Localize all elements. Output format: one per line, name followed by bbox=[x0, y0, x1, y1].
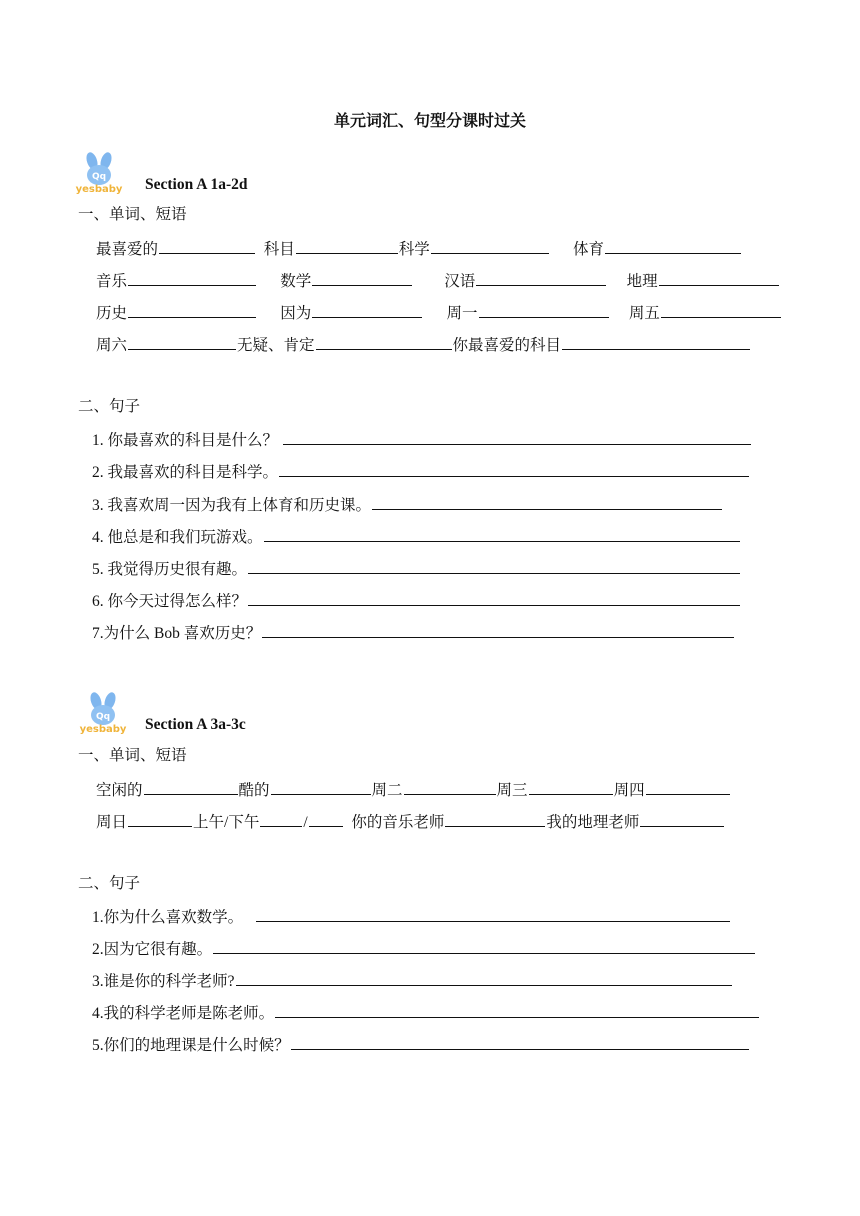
answer-blank[interactable] bbox=[283, 429, 751, 445]
sentence-item bbox=[92, 906, 731, 928]
vocab-row bbox=[96, 270, 780, 292]
vocab-row bbox=[96, 811, 725, 833]
answer-blank[interactable] bbox=[605, 238, 741, 254]
answer-blank[interactable] bbox=[256, 906, 730, 922]
sentence-item bbox=[92, 494, 723, 516]
sentence-prompt: 3.谁是你的科学老师? bbox=[92, 973, 235, 990]
bunny-logo-icon bbox=[72, 692, 134, 734]
answer-blank[interactable] bbox=[640, 811, 724, 827]
section-2-sentence-heading: 二、句子 bbox=[78, 875, 141, 892]
sentence-prompt: 7.为什么 Bob 喜欢历史？ bbox=[92, 625, 262, 642]
section-1-sentence-heading: 二、句子 bbox=[78, 398, 141, 415]
answer-blank[interactable] bbox=[128, 334, 236, 350]
answer-blank[interactable] bbox=[275, 1002, 759, 1018]
sentence-item bbox=[92, 1034, 750, 1056]
vocab-row bbox=[96, 334, 751, 356]
page-title: 单元词汇、句型分课时过关 bbox=[333, 113, 526, 130]
section-2-vocab-heading: 一、单词、短语 bbox=[78, 747, 187, 764]
section-1-title: Section A 1a-2d bbox=[145, 176, 248, 193]
answer-blank[interactable] bbox=[309, 811, 343, 827]
answer-blank[interactable] bbox=[248, 590, 740, 606]
answer-blank[interactable] bbox=[661, 302, 781, 318]
sentence-prompt: 2. 我最喜欢的科目是科学。 bbox=[92, 464, 279, 481]
vocab-label: 最喜爱的 bbox=[96, 241, 159, 258]
answer-blank[interactable] bbox=[262, 622, 734, 638]
sentence-prompt: 5. 我觉得历史很有趣。 bbox=[92, 561, 248, 578]
vocab-label: 汉语 bbox=[444, 273, 476, 290]
answer-blank[interactable] bbox=[476, 270, 606, 286]
vocab-label: 周一 bbox=[446, 305, 478, 322]
sentence-item bbox=[92, 622, 735, 644]
sentence-item bbox=[92, 938, 756, 960]
answer-blank[interactable] bbox=[562, 334, 750, 350]
answer-blank[interactable] bbox=[431, 238, 549, 254]
answer-blank[interactable] bbox=[659, 270, 779, 286]
vocab-label: 上午/下午 bbox=[193, 814, 260, 831]
vocab-label: 音乐 bbox=[96, 273, 128, 290]
answer-blank[interactable] bbox=[445, 811, 545, 827]
sentence-prompt: 3. 我喜欢周一因为我有上体育和历史课。 bbox=[92, 497, 372, 514]
vocab-row bbox=[96, 779, 731, 801]
vocab-label: 体育 bbox=[573, 241, 605, 258]
sentence-item bbox=[92, 590, 741, 612]
vocab-row bbox=[96, 302, 782, 324]
svg-text:Qq: Qq bbox=[95, 712, 111, 722]
slash-separator: / bbox=[303, 814, 308, 831]
vocab-label: 周二 bbox=[371, 782, 403, 799]
vocab-row bbox=[96, 238, 742, 260]
vocab-label: 周五 bbox=[628, 305, 660, 322]
logo-text: yesbaby bbox=[79, 724, 127, 734]
section-1-vocab-heading: 一、单词、短语 bbox=[78, 206, 187, 223]
vocab-label: 数学 bbox=[280, 273, 312, 290]
yesbaby-logo bbox=[72, 692, 134, 739]
vocab-label: 我的地理老师 bbox=[546, 814, 640, 831]
answer-blank[interactable] bbox=[316, 334, 452, 350]
sentence-prompt: 4. 他总是和我们玩游戏。 bbox=[92, 529, 263, 546]
sentence-prompt: 6. 你今天过得怎么样？ bbox=[92, 593, 248, 610]
sentence-item bbox=[92, 558, 741, 580]
vocab-label: 因为 bbox=[280, 305, 312, 322]
yesbaby-logo bbox=[68, 152, 130, 199]
answer-blank[interactable] bbox=[312, 302, 422, 318]
vocab-label: 你最喜爱的科目 bbox=[452, 337, 562, 354]
answer-blank[interactable] bbox=[128, 302, 256, 318]
vocab-label: 空闲的 bbox=[96, 782, 143, 799]
vocab-label: 周六 bbox=[96, 337, 128, 354]
answer-blank[interactable] bbox=[279, 461, 749, 477]
vocab-label: 历史 bbox=[96, 305, 128, 322]
answer-blank[interactable] bbox=[312, 270, 412, 286]
vocab-label: 你的音乐老师 bbox=[351, 814, 445, 831]
vocab-label: 周日 bbox=[96, 814, 128, 831]
sentence-item bbox=[92, 526, 741, 548]
answer-blank[interactable] bbox=[144, 779, 238, 795]
answer-blank[interactable] bbox=[271, 779, 371, 795]
answer-blank[interactable] bbox=[296, 238, 398, 254]
svg-text:Qq: Qq bbox=[91, 172, 107, 182]
sentence-prompt: 2.因为它很有趣。 bbox=[92, 941, 213, 958]
answer-blank[interactable] bbox=[264, 526, 740, 542]
sentence-item bbox=[92, 461, 750, 483]
bunny-logo-icon bbox=[68, 152, 130, 194]
sentence-item bbox=[92, 429, 752, 451]
answer-blank[interactable] bbox=[248, 558, 740, 574]
vocab-label: 科目 bbox=[263, 241, 295, 258]
vocab-label: 酷的 bbox=[238, 782, 270, 799]
sentence-item bbox=[92, 1002, 760, 1024]
answer-blank[interactable] bbox=[529, 779, 613, 795]
sentence-prompt: 4.我的科学老师是陈老师。 bbox=[92, 1005, 275, 1022]
answer-blank[interactable] bbox=[479, 302, 609, 318]
sentence-prompt: 1. 你最喜欢的科目是什么？ bbox=[92, 432, 279, 449]
answer-blank[interactable] bbox=[404, 779, 496, 795]
vocab-label: 周三 bbox=[496, 782, 528, 799]
vocab-label: 科学 bbox=[398, 241, 430, 258]
vocab-label: 无疑、肯定 bbox=[237, 337, 315, 354]
sentence-item bbox=[92, 970, 733, 992]
answer-blank[interactable] bbox=[646, 779, 730, 795]
answer-blank[interactable] bbox=[260, 811, 302, 827]
section-2-title: Section A 3a-3c bbox=[145, 716, 246, 733]
sentence-prompt: 5.你们的地理课是什么时候？ bbox=[92, 1037, 290, 1054]
answer-blank[interactable] bbox=[236, 970, 732, 986]
answer-blank[interactable] bbox=[159, 238, 255, 254]
vocab-label: 地理 bbox=[626, 273, 658, 290]
answer-blank[interactable] bbox=[372, 494, 722, 510]
answer-blank[interactable] bbox=[291, 1034, 749, 1050]
answer-blank[interactable] bbox=[128, 270, 256, 286]
sentence-prompt: 1.你为什么喜欢数学。 bbox=[92, 909, 244, 926]
answer-blank[interactable] bbox=[128, 811, 192, 827]
answer-blank[interactable] bbox=[213, 938, 755, 954]
vocab-label: 周四 bbox=[613, 782, 645, 799]
logo-text: yesbaby bbox=[75, 184, 123, 194]
